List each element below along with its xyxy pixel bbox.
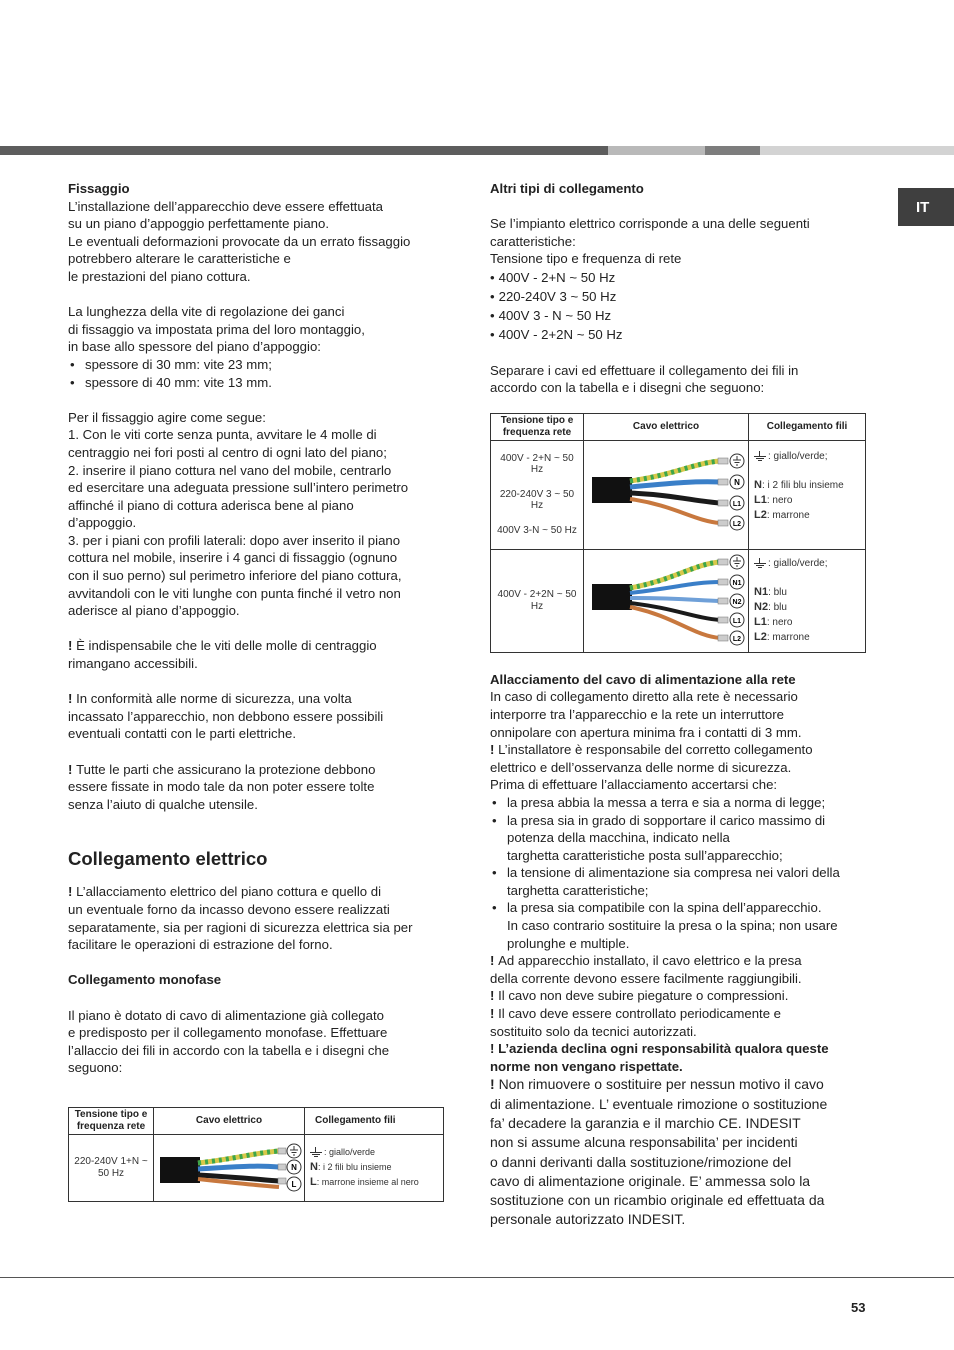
terminal-label: L2: [732, 520, 742, 528]
text-line: Il piano è dotato di cavo di alimentazione già collegato: [68, 1007, 384, 1023]
monofase-table: [68, 1107, 444, 1202]
text-line: • la presa abbia la messa a terra e sia a norma di legge;: [507, 794, 826, 810]
table-header-tension: Tensione tipo e frequenza rete: [491, 413, 584, 440]
text-line: Tensione tipo e frequenza di rete: [490, 251, 682, 267]
warning-protezione: [68, 761, 448, 814]
text-line: e predisposto per il collegamento monofase. Effettuare: [68, 1025, 388, 1041]
fissaggio-heading: Fissaggio: [68, 181, 130, 196]
text-line: sostituito solo da tecnici autorizzati.: [490, 1023, 697, 1039]
text-line: targhetta caratteristiche;: [507, 882, 649, 898]
list-item: • 400V - 2+2N ~ 50 Hz: [490, 325, 874, 344]
table-header-cable: Cavo elettrico: [584, 413, 749, 440]
text-line: • la presa sia compatibile con la spina dell’apparecchio.: [507, 900, 822, 916]
legend-text: : giallo/verde;: [768, 557, 828, 569]
collegamento-heading: Collegamento elettrico: [68, 848, 268, 870]
text-line: ! In conformità alle norme di sicurezza, una volta: [68, 691, 352, 707]
text-line: personale autorizzato INDESIT.: [490, 1211, 686, 1228]
list-item: [490, 864, 874, 899]
terminal-tip: [718, 458, 728, 464]
list-item: • 220-240V 3 ~ 50 Hz: [490, 287, 874, 306]
altri-paragraph: [490, 215, 874, 268]
legend-text: : i 2 fili blu insieme: [317, 1162, 392, 1173]
page-number: 53: [851, 1300, 866, 1315]
text-line: caratteristiche:: [490, 233, 576, 249]
legend-row: [310, 1175, 438, 1190]
text-line: avvitandoli con le viti lunghe con punta finché il vetro non: [68, 585, 401, 601]
terminal-tip: [278, 1164, 286, 1170]
trifase-cable-svg: [584, 441, 748, 545]
ground-icon: [310, 1147, 322, 1158]
terminal-tip: [718, 500, 728, 506]
text-line: elettrico e dell’osservanza delle norme di sicurezza.: [490, 759, 792, 775]
warning-mark: !: [68, 761, 77, 777]
bar-segment-mid: [705, 146, 760, 155]
text-line: in base allo spessore del piano d’appoggio:: [68, 339, 321, 355]
legend-key: N1: [754, 585, 769, 598]
warning-mark: !: [490, 742, 499, 758]
legend-row: [754, 493, 860, 508]
list-item: • spessore di 40 mm: vite 13 mm.: [68, 374, 448, 392]
text-line: sostituzione con un ricambio originale ed effettuata da: [490, 1192, 825, 1209]
text-line: ! Ad apparecchio installato, il cavo elettrico e la presa: [490, 953, 802, 969]
legend-text: : nero: [766, 494, 793, 506]
legend-text: : giallo/verde: [324, 1147, 376, 1158]
text-line: o danni derivanti dalla sostituzione/rimozione del: [490, 1153, 792, 1170]
monofase-cable-svg: [154, 1135, 304, 1197]
text-line: interporre tra l’apparecchio e la rete un interruttore: [490, 706, 784, 722]
allacciamento-paragraph: [490, 688, 874, 741]
table-header-cable: Cavo elettrico: [154, 1107, 305, 1134]
text-line: ed esercitare una adeguata pressione sull’intero perimetro: [68, 480, 409, 496]
list-item: • 400V - 2+N ~ 50 Hz: [490, 268, 874, 287]
terminal-label: N2: [732, 598, 742, 606]
warning-raggiungibili: [490, 952, 874, 987]
wire-blue: [630, 481, 720, 486]
ground-icon: [754, 451, 766, 462]
list-item: • 400V 3 - N ~ 50 Hz: [490, 306, 874, 325]
table-header-tension: Tensione tipo e frequenza rete: [69, 1107, 154, 1134]
text-line: accordo con la tabella e i disegni che seguono:: [490, 380, 765, 396]
table-header-wiring: Collegamento fili: [305, 1107, 444, 1134]
monofase-paragraph: [68, 1007, 448, 1077]
warning-mark: !: [490, 1076, 499, 1093]
monofase-heading: Collegamento monofase: [68, 972, 222, 988]
legend-key: N2: [754, 600, 769, 613]
legend-key: L1: [754, 615, 767, 628]
terminal-tip: [718, 598, 728, 604]
legend-key: L2: [754, 630, 767, 643]
terminal-tip: [718, 635, 728, 641]
text-line: • la presa sia in grado di sopportare il carico massimo di: [507, 812, 826, 828]
tension-values: [491, 440, 584, 549]
terminal-tip: [278, 1148, 286, 1154]
legend-key: L1: [754, 493, 767, 506]
legend-row: [754, 556, 860, 571]
text-line: cavo di alimentazione originale. E’ ammessa solo la: [490, 1172, 811, 1189]
text-line: non si assume alcuna responsabilita’ per incidenti: [490, 1134, 798, 1151]
cable-drawing: [584, 549, 749, 652]
legend-key: L2: [754, 508, 767, 521]
text-line: ! Il cavo deve essere controllato periodicamente e: [490, 1006, 782, 1022]
text-line: senza l’aiuto di qualche utensile.: [68, 796, 258, 812]
legend-text: : blu: [768, 601, 787, 613]
text-line: eventuali contatti con le parti elettriche.: [68, 726, 296, 742]
terminal-label: L1: [732, 500, 742, 508]
terminal-tip: [718, 479, 728, 485]
warning-installatore: [490, 741, 874, 776]
text-line: centraggio nei fori posti al centro di ogni lato del piano;: [68, 444, 387, 460]
terminal-label: N: [291, 1162, 297, 1172]
tension-value: 400V - 2+N ~ 50 Hz: [500, 453, 574, 476]
wiring-legend: [749, 549, 866, 652]
text-line: Per il fissaggio agire come segue:: [68, 409, 266, 425]
legend-row: [754, 449, 860, 464]
wiring-legend: [749, 440, 866, 549]
ground-symbol: [730, 454, 744, 468]
warning-mark: !: [68, 884, 77, 900]
right-column: [490, 180, 874, 1230]
text-line: ! Non rimuovere o sostituire per nessun motivo il cavo: [490, 1076, 824, 1093]
text-line: di alimentazione. L’ eventuale rimozione o sostituzione: [490, 1095, 828, 1112]
wire-ground: [198, 1151, 279, 1163]
text-line: l’allaccio dei fili in accordo con la tabella e i disegni che: [68, 1042, 390, 1058]
text-line: della corrente devono essere facilmente raggiungibili.: [490, 970, 802, 986]
terminal-label: L1: [732, 617, 742, 625]
legend-row: [754, 508, 860, 523]
text-line: 3. per i piani con profili laterali: dopo aver inserito il piano: [68, 532, 401, 548]
cable-drawing: [584, 440, 749, 549]
list-item: [490, 899, 874, 952]
bar-segment-dark: [0, 146, 608, 155]
warning-mark: !: [490, 1041, 499, 1057]
text-line: targhetta caratteristiche posta sull’apparecchio;: [507, 847, 783, 863]
cable-sheath: [592, 584, 632, 610]
multifase-table: [490, 413, 866, 653]
text-line: ! L’azienda declina ogni responsabilità qualora queste: [490, 1041, 829, 1057]
table-header-wiring: Collegamento fili: [749, 413, 866, 440]
voltage-list: [490, 268, 874, 344]
text-line: norme non vengano rispettate.: [490, 1058, 683, 1074]
text-line: un eventuale forno da incasso devono essere realizzati: [68, 901, 390, 917]
bar-segment-light: [608, 146, 705, 155]
terminal-label: L: [291, 1179, 297, 1189]
text-line: cottura nel mobile, inserire i 4 ganci di fissaggio (ognuno: [68, 550, 398, 566]
warning-mark: !: [490, 988, 499, 1004]
text-line: su un piano d’appoggio perfettamente piano.: [68, 216, 330, 232]
header-color-bar: [0, 146, 954, 155]
text-line: In caso contrario sostituire la presa o la spina; non usare: [507, 918, 838, 934]
tension-value: 400V - 2+2N ~ 50 Hz: [491, 549, 584, 652]
footer-rule: [0, 1277, 954, 1278]
legend-row: [310, 1145, 438, 1160]
left-column: [68, 180, 448, 1202]
warning-cavo-originale: [490, 1075, 874, 1229]
wire-blue-2: [630, 598, 720, 601]
legend-text: : i 2 fili blu insieme: [761, 479, 844, 491]
text-line: affinché il piano di cottura aderisca bene al piano: [68, 497, 354, 513]
legend-text: : marrone: [766, 631, 810, 643]
tension-value: 400V 3-N ~ 50 Hz: [497, 525, 577, 537]
legend-key: N: [310, 1161, 318, 1174]
legend-row: [754, 630, 860, 645]
terminal-label: N: [734, 477, 740, 487]
wiring-legend: [305, 1134, 444, 1201]
cable-drawing: [154, 1134, 305, 1201]
cable-sheath: [592, 477, 632, 503]
tension-value: 220-240V 1+N ~ 50 Hz: [69, 1134, 154, 1201]
legend-row: [310, 1160, 438, 1175]
warning-mark: !: [68, 691, 77, 707]
text-line: • la tensione di alimentazione sia compresa nei valori della: [507, 865, 840, 881]
text-line: prolunghe e multiple.: [507, 935, 630, 951]
text-line: potrebbero alterare le caratteristiche e: [68, 251, 291, 267]
text-line: La lunghezza della vite di regolazione dei ganci: [68, 304, 345, 320]
warning-mark: !: [490, 1006, 499, 1022]
allacciamento-heading: Allacciamento del cavo di alimentazione alla rete: [490, 671, 796, 687]
text-line: facilitare le operazioni di estrazione del forno.: [68, 937, 333, 953]
legend-text: : marrone insieme al nero: [316, 1177, 419, 1188]
ground-symbol: [287, 1144, 301, 1158]
text-line: separatamente, sia per ragioni di sicurezza elettrica sia per: [68, 919, 413, 935]
terminal-tip: [278, 1178, 286, 1184]
text-line: con il suo perno) sul perimetro inferiore del piano cottura,: [68, 568, 402, 584]
text-line: ! L’allacciamento elettrico del piano cottura e quello di: [68, 884, 382, 900]
bifase-cable-svg: [584, 550, 748, 648]
text-line: rimangano accessibili.: [68, 656, 198, 672]
text-line: incassato l’apparecchio, non debbono essere possibili: [68, 708, 384, 724]
list-item: • spessore di 30 mm: vite 23 mm;: [68, 356, 448, 374]
text-line: ! Tutte le parti che assicurano la protezione debbono: [68, 761, 376, 777]
warning-responsabilita: [490, 1040, 874, 1075]
wire-blue: [198, 1166, 279, 1169]
vite-paragraph: [68, 303, 448, 356]
prima-paragraph: Prima di effettuare l’allacciamento accertarsi che:: [490, 777, 778, 793]
altri-heading: Altri tipi di collegamento: [490, 181, 644, 196]
terminal-tip: [718, 559, 728, 565]
text-line: d’appoggio.: [68, 515, 137, 531]
language-tab: [898, 188, 954, 226]
text-line: Se l’impianto elettrico corrisponde a una delle seguenti: [490, 216, 810, 232]
legend-key: N: [754, 478, 762, 491]
terminal-label: L2: [732, 635, 742, 643]
text-line: onnipolare con apertura minima fra i contatti di 3 mm.: [490, 724, 802, 740]
fissaggio-steps: [68, 409, 448, 620]
text-line: potenza della macchina, indicato nella: [507, 830, 730, 846]
text-line: di fissaggio va impostata prima del loro montaggio,: [68, 321, 365, 337]
text-line: L’installazione dell’apparecchio deve essere effettuata: [68, 198, 384, 214]
warning-mark: !: [490, 953, 499, 969]
bar-segment-pale: [760, 146, 954, 155]
text-line: In caso di collegamento diretto alla rete è necessario: [490, 689, 798, 705]
text-line: ! È indispensabile che le viti delle molle di centraggio: [68, 638, 377, 654]
fissaggio-intro: [68, 198, 448, 286]
text-line: aderisce al piano d’appoggio.: [68, 603, 240, 619]
text-line: fa’ decadere la garanzia e il marchio CE. INDESIT: [490, 1115, 801, 1131]
terminal-tip: [718, 579, 728, 585]
list-item: [490, 794, 874, 812]
spessore-list: [68, 356, 448, 391]
text-line: Le eventuali deformazioni provocate da un errato fissaggio: [68, 233, 411, 249]
legend-key: L: [310, 1176, 317, 1189]
list-item: [490, 812, 874, 865]
terminal-label: N1: [732, 579, 742, 587]
ground-symbol: [730, 555, 744, 569]
cable-sheath: [160, 1157, 200, 1183]
warning-molle: [68, 637, 448, 672]
terminal-tip: [718, 617, 728, 623]
warning-mark: !: [68, 638, 77, 654]
text-line: 1. Con le viti corte senza punta, avvitare le 4 molle di: [68, 427, 377, 443]
terminal-tip: [718, 520, 728, 526]
text-line: Separare i cavi ed effettuare il collegamento dei fili in: [490, 362, 799, 378]
text-line: le prestazioni del piano cottura.: [68, 268, 251, 284]
legend-row: [754, 600, 860, 615]
text-line: ! L’installatore è responsabile del corretto collegamento: [490, 742, 813, 758]
ground-icon: [754, 558, 766, 569]
text-line: 2. inserire il piano cottura nel vano del mobile, centrarlo: [68, 462, 392, 478]
warning-controllo: [490, 1005, 874, 1040]
text-line: seguono:: [68, 1060, 123, 1076]
text-line: ! Il cavo non deve subire piegature o compressioni.: [490, 988, 789, 1004]
language-label: IT: [916, 198, 930, 216]
legend-row: [754, 478, 860, 493]
checks-list: [490, 794, 874, 952]
legend-text: : nero: [766, 616, 793, 628]
legend-row: [754, 615, 860, 630]
text-line: essere fissate in modo tale da non poter essere tolte: [68, 779, 375, 795]
legend-text: : marrone: [766, 509, 810, 521]
legend-text: : blu: [768, 586, 787, 598]
legend-row: [754, 585, 860, 600]
warning-allacciamento: [68, 883, 448, 953]
tension-value: 220-240V 3 ~ 50 Hz: [499, 489, 575, 512]
warning-contatti: [68, 690, 448, 743]
warning-piegature: [490, 987, 874, 1005]
separare-paragraph: [490, 362, 874, 397]
legend-text: : giallo/verde;: [768, 450, 828, 462]
